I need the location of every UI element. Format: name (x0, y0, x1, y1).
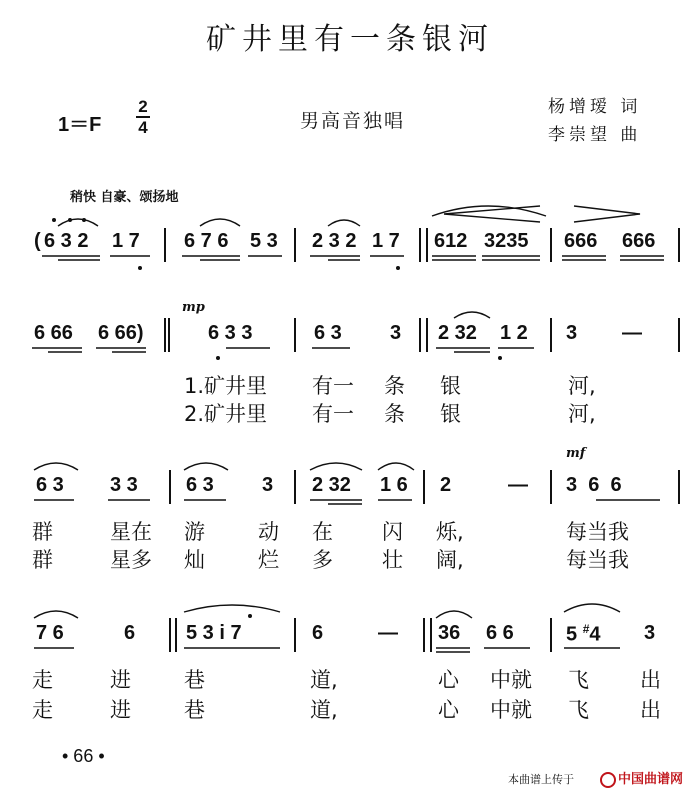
lyric-word: 烁, (436, 520, 464, 544)
time-signature-bottom: 4 (138, 118, 148, 137)
notes: 6 3 (36, 474, 64, 496)
lyric-word: 1.矿井里 (184, 374, 268, 398)
lyric-word: 银 (440, 374, 461, 398)
time-signature-top: 2 (138, 97, 148, 116)
notes: 3235 (484, 230, 529, 252)
lyric-word: 条 (384, 374, 405, 398)
slur (184, 605, 280, 612)
footer-text: 本曲谱上传于 (508, 773, 574, 786)
slur (310, 463, 362, 470)
decrescendo-hairpin (574, 206, 640, 222)
lyric-word: 巷 (184, 668, 205, 692)
lyric-word: 烂 (258, 548, 279, 572)
slur (378, 463, 414, 470)
lyric-word: 走 (32, 668, 53, 692)
notes: — (378, 622, 398, 644)
lyric-word: 闪 (382, 520, 403, 544)
notes: 666 (622, 230, 656, 252)
lyric-word: 动 (258, 520, 279, 544)
octave-dot (82, 218, 86, 222)
song-title: 矿井里有一条银河 (206, 22, 494, 57)
lyric-word: 心 (438, 668, 459, 692)
notes: 6 3 3 (208, 322, 253, 344)
slur (454, 312, 490, 318)
lyric-word: 飞 (568, 698, 589, 722)
notes: 2 32 (438, 322, 477, 344)
lyric-word: 河, (568, 374, 596, 398)
slur (200, 219, 240, 226)
page-number: • 66 • (62, 746, 105, 766)
notes: 36 (438, 622, 461, 644)
lyric-word: 灿 (184, 548, 205, 572)
lyric-word: 进 (110, 698, 131, 722)
octave-dot (216, 356, 220, 360)
octave-dot (396, 266, 400, 270)
lyric-word: 中就 (490, 668, 532, 692)
lyric-word: 巷 (184, 698, 205, 722)
slur (184, 463, 228, 470)
notes: 5 3 (250, 230, 278, 252)
notes: 3 (262, 474, 274, 496)
notes: 6 7 6 (184, 230, 229, 252)
octave-dot (68, 218, 72, 222)
key-signature: 1＝F (58, 114, 102, 136)
slur (432, 206, 546, 216)
lyric-word: 道, (310, 668, 338, 692)
lyric-word: 出 (640, 698, 661, 722)
notes: 6 3 (314, 322, 342, 344)
lyric-word: 群 (32, 520, 53, 544)
lyricist-credit: 杨增瑷 词 (548, 97, 642, 117)
notes: 3 3 (110, 474, 138, 496)
notes: 2 32 (312, 474, 351, 496)
notes: 6 3 2 (44, 230, 89, 252)
lyric-word: 星多 (110, 548, 152, 572)
notes: 6 66 (34, 322, 73, 344)
notes: 1 7 (372, 230, 400, 252)
lyric-word: 有一 (312, 374, 354, 398)
lyric-word: 走 (32, 698, 53, 722)
lyric-word: 每当我 (566, 548, 629, 572)
tempo-marking: 稍快 自豪、颂扬地 (70, 190, 179, 205)
notes: 666 (564, 230, 598, 252)
slur (564, 604, 620, 612)
slur (58, 219, 98, 226)
site-name: 中国曲谱网 (618, 772, 684, 787)
octave-dot (498, 356, 502, 360)
lyric-word: 道, (310, 698, 338, 722)
notes: — (508, 474, 528, 496)
composer-credit: 李崇望 曲 (548, 125, 642, 145)
lyric-word: 条 (384, 402, 405, 426)
intro-open-paren: ( (34, 230, 41, 252)
lyric-word: 出 (640, 668, 661, 692)
lyric-word: 群 (32, 548, 53, 572)
time-signature (136, 98, 150, 136)
notes: 2 3 2 (312, 230, 357, 252)
notes: 6 66) (98, 322, 144, 344)
notes: 3 (644, 622, 656, 644)
notes: 5 #4 (566, 622, 601, 646)
notes: 1 7 (112, 230, 140, 252)
octave-dot (138, 266, 142, 270)
notes: 5 3 i 7 (186, 622, 242, 644)
lyric-word: 星在 (110, 520, 152, 544)
lyric-word: 每当我 (566, 520, 629, 544)
notes: 612 (434, 230, 468, 252)
lyric-word: 飞 (568, 668, 589, 692)
lyric-word: 阔, (436, 548, 464, 572)
performance-subtitle: 男高音独唱 (300, 110, 406, 132)
site-logo-icon (600, 772, 616, 788)
notes: 7 6 (36, 622, 64, 644)
notes: — (622, 322, 642, 344)
notes: 6 (124, 622, 136, 644)
dynamic-mp: mp (182, 300, 205, 315)
lyric-word: 河, (568, 402, 596, 426)
octave-dot (52, 218, 56, 222)
slur (34, 463, 78, 470)
dynamic-mf: mf (566, 446, 586, 461)
site-logo (600, 768, 683, 788)
lyric-word: 有一 (312, 402, 354, 426)
lyric-word: 中就 (490, 698, 532, 722)
notes: 6 3 (186, 474, 214, 496)
lyric-word: 进 (110, 668, 131, 692)
lyric-word: 壮 (382, 548, 403, 572)
lyric-word: 多 (312, 548, 333, 572)
lyric-word: 在 (312, 520, 333, 544)
lyric-word: 银 (440, 402, 461, 426)
slur (328, 220, 360, 226)
notes: 2 (440, 474, 452, 496)
lyric-word: 游 (184, 520, 205, 544)
notes: 6 6 (486, 622, 514, 644)
octave-dot (248, 614, 252, 618)
notes: 1 6 (380, 474, 408, 496)
lyric-word: 心 (438, 698, 459, 722)
slur (436, 611, 472, 618)
notes: 3 (566, 322, 578, 344)
crescendo-hairpin (444, 206, 540, 222)
notes: 1 2 (500, 322, 528, 344)
notes: 3 6 6 (566, 474, 622, 496)
lyric-word: 2.矿井里 (184, 402, 268, 426)
notes: 3 (390, 322, 402, 344)
slur (34, 611, 78, 618)
notes: 6 (312, 622, 324, 644)
